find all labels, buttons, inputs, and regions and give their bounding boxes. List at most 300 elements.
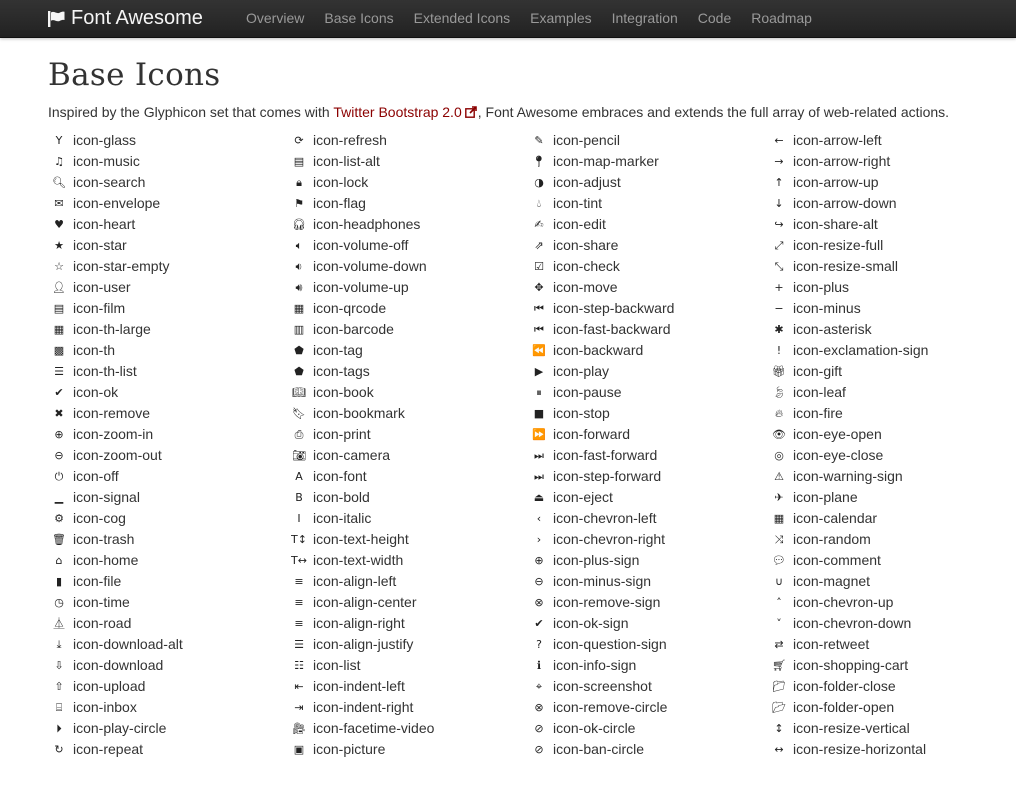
icon-label: icon-leaf — [793, 384, 846, 400]
icon-label: icon-lock — [313, 174, 369, 190]
signal-icon: ▁ — [54, 491, 64, 504]
icon-list-item — [768, 361, 1008, 382]
icon-list-item — [288, 235, 528, 256]
icon-list-item — [288, 172, 528, 193]
icon-label: icon-forward — [553, 426, 631, 442]
icon-label: icon-ban-circle — [553, 741, 645, 757]
icon-list-item — [288, 739, 528, 760]
icon-list-item — [768, 634, 1008, 655]
download-icon: ⇩ — [54, 659, 64, 672]
icon-label: icon-heart — [73, 216, 136, 232]
fast-forward-icon: ⏭ — [534, 449, 544, 462]
icon-grid — [48, 130, 1008, 760]
shopping-cart-icon: 🛒︎ — [772, 659, 786, 672]
icon-label: icon-warning-sign — [793, 468, 903, 484]
plus-icon: + — [774, 281, 784, 294]
indent-right-icon: ⇥ — [294, 701, 304, 714]
icon-list-item — [528, 382, 768, 403]
indent-left-icon: ⇤ — [294, 680, 304, 693]
icon-list-item — [768, 424, 1008, 445]
icon-list-item — [48, 676, 288, 697]
icon-list-item — [768, 298, 1008, 319]
icon-label: icon-screenshot — [553, 678, 652, 694]
icon-label: icon-download-alt — [73, 636, 183, 652]
star-icon: ★ — [54, 239, 64, 252]
icon-label: icon-inbox — [73, 699, 137, 715]
icon-label: icon-envelope — [73, 195, 161, 211]
icon-label: icon-remove-sign — [553, 594, 661, 610]
icon-label: icon-resize-vertical — [793, 720, 910, 736]
nav-extended-icons[interactable]: Extended Icons — [413, 10, 511, 26]
icon-label: icon-pencil — [553, 132, 620, 148]
icon-list-item — [48, 445, 288, 466]
icon-list-item — [528, 403, 768, 424]
share-icon: ⇗ — [534, 239, 544, 252]
icon-list-item — [288, 676, 528, 697]
icon-label: icon-film — [73, 300, 126, 316]
tint-icon: 💧︎ — [536, 197, 542, 210]
list-alt-icon: ▤ — [293, 155, 305, 168]
icon-list-item — [48, 193, 288, 214]
cog-icon: ⚙ — [54, 512, 64, 525]
navbar — [0, 0, 1016, 38]
icon-label: icon-step-backward — [553, 300, 675, 316]
icon-list-item — [288, 697, 528, 718]
eye-close-icon: ◎ — [774, 449, 784, 462]
icon-list-item — [48, 130, 288, 151]
music-icon: ♫ — [54, 155, 64, 168]
trash-icon: 🗑︎ — [52, 533, 66, 546]
icon-label: icon-check — [553, 258, 620, 274]
icon-list-item — [528, 655, 768, 676]
icon-label: icon-edit — [553, 216, 606, 232]
icon-label: icon-eye-open — [793, 426, 882, 442]
icon-label: icon-trash — [73, 531, 135, 547]
icon-label: icon-home — [73, 552, 139, 568]
icon-list-item — [288, 487, 528, 508]
bootstrap-link-label: Twitter Bootstrap 2.0 — [333, 104, 462, 120]
icon-label: icon-font — [313, 468, 367, 484]
icon-label: icon-headphones — [313, 216, 421, 232]
icon-label: icon-exclamation-sign — [793, 342, 929, 358]
icon-label: icon-refresh — [313, 132, 387, 148]
icon-label: icon-ok — [73, 384, 119, 400]
lock-icon: 🔒︎ — [296, 176, 302, 189]
icon-list-item — [48, 424, 288, 445]
icon-list-item — [288, 571, 528, 592]
icon-label: icon-random — [793, 531, 871, 547]
icon-list-item — [528, 214, 768, 235]
time-icon: ◷ — [54, 596, 64, 609]
brand-name: Font Awesome — [71, 7, 203, 29]
remove-sign-icon: ⊗ — [534, 596, 544, 609]
nav-code[interactable]: Code — [697, 10, 732, 26]
icon-label: icon-fire — [793, 405, 843, 421]
icon-label: icon-indent-left — [313, 678, 405, 694]
icon-label: icon-volume-off — [313, 237, 409, 253]
icon-label: icon-gift — [793, 363, 843, 379]
question-sign-icon: ? — [536, 638, 542, 651]
icon-list-item — [768, 613, 1008, 634]
icon-list-item — [768, 697, 1008, 718]
step-forward-icon: ⏭ — [534, 470, 544, 483]
icon-list-item — [48, 235, 288, 256]
icon-label: icon-fast-forward — [553, 447, 658, 463]
icon-label: icon-upload — [73, 678, 146, 694]
resize-vertical-icon: ↕ — [774, 722, 784, 735]
icon-label: icon-fast-backward — [553, 321, 671, 337]
icon-list-item — [528, 235, 768, 256]
italic-icon: I — [297, 512, 301, 525]
pencil-icon: ✎ — [534, 134, 544, 147]
icon-label: icon-time — [73, 594, 130, 610]
chevron-right-icon: › — [536, 533, 542, 546]
arrow-up-icon: ↑ — [774, 176, 784, 189]
icon-label: icon-camera — [313, 447, 391, 463]
flag-icon: ⚑ — [294, 197, 304, 210]
pause-icon: ⏸ — [536, 386, 542, 399]
icon-label: icon-road — [73, 615, 132, 631]
icon-label: icon-eject — [553, 489, 613, 505]
icon-label: icon-bookmark — [313, 405, 405, 421]
icon-label: icon-chevron-right — [553, 531, 666, 547]
icon-label: icon-barcode — [313, 321, 394, 337]
icon-label: icon-zoom-out — [73, 447, 162, 463]
calendar-icon: ▦ — [773, 512, 785, 525]
icon-label: icon-share-alt — [793, 216, 878, 232]
icon-label: icon-qrcode — [313, 300, 387, 316]
icon-list-item — [768, 508, 1008, 529]
icon-list-item — [528, 571, 768, 592]
icon-list-item — [768, 256, 1008, 277]
th-large-icon: ▦ — [53, 323, 65, 336]
icon-label: icon-play-circle — [73, 720, 167, 736]
print-icon: ⎙ — [294, 428, 304, 441]
plus-sign-icon: ⊕ — [534, 554, 544, 567]
icon-list-item — [768, 739, 1008, 760]
chevron-down-icon: ˅ — [776, 617, 782, 630]
ok-sign-icon: ✔ — [534, 617, 544, 630]
icon-label: icon-minus-sign — [553, 573, 652, 589]
icon-list-item — [768, 319, 1008, 340]
icon-label: icon-th — [73, 342, 116, 358]
icon-column — [288, 130, 528, 760]
icon-label: icon-music — [73, 153, 140, 169]
fire-icon: 🔥︎ — [774, 407, 784, 420]
random-icon: ⤨ — [774, 533, 784, 546]
star-empty-icon: ☆ — [54, 260, 64, 273]
inbox-icon: ⌸ — [55, 701, 63, 714]
icon-list-item — [48, 592, 288, 613]
icon-label: icon-eye-close — [793, 447, 884, 463]
bold-icon: B — [295, 491, 303, 504]
icon-label: icon-info-sign — [553, 657, 637, 673]
icon-label: icon-map-marker — [553, 153, 659, 169]
icon-label: icon-arrow-down — [793, 195, 897, 211]
icon-list-item — [48, 487, 288, 508]
zoom-out-icon: ⊖ — [54, 449, 64, 462]
road-icon: ⏅ — [53, 617, 65, 630]
icon-list-item — [528, 361, 768, 382]
lead-text-start: Inspired by the Glyphicon set that comes with — [48, 104, 334, 120]
icon-label: icon-tags — [313, 363, 370, 379]
icon-list-item — [768, 445, 1008, 466]
flag-logo-icon — [48, 11, 65, 27]
icon-label: icon-tag — [313, 342, 363, 358]
folder-open-icon: 📂︎ — [772, 701, 786, 714]
icon-list-item — [528, 613, 768, 634]
icon-list-item — [48, 550, 288, 571]
icon-list-item — [288, 403, 528, 424]
icon-list-item — [48, 277, 288, 298]
icon-list-item — [288, 466, 528, 487]
tags-icon: ⬟ — [294, 365, 304, 378]
icon-label: icon-arrow-right — [793, 153, 891, 169]
icon-label: icon-calendar — [793, 510, 878, 526]
icon-label: icon-align-center — [313, 594, 417, 610]
icon-label: icon-text-width — [313, 552, 404, 568]
nav-base-icons[interactable]: Base Icons — [324, 10, 394, 26]
nav-overview[interactable]: Overview — [246, 10, 305, 26]
page-title: Base Icons — [48, 57, 221, 93]
off-icon: ⏻ — [54, 470, 64, 483]
icon-list-item — [528, 508, 768, 529]
icon-column — [48, 130, 288, 760]
chevron-left-icon: ‹ — [536, 512, 542, 525]
screenshot-icon: ⌖ — [535, 680, 543, 693]
icon-list-item — [528, 466, 768, 487]
icon-list-item — [48, 739, 288, 760]
icon-list-item — [528, 298, 768, 319]
icon-label: icon-glass — [73, 132, 137, 148]
arrow-down-icon: ↓ — [774, 197, 784, 210]
icon-list-item — [768, 718, 1008, 739]
icon-list-item — [528, 445, 768, 466]
icon-list-item — [768, 382, 1008, 403]
folder-close-icon: 📁︎ — [772, 680, 786, 693]
icon-label: icon-user — [73, 279, 131, 295]
icon-list-item — [288, 256, 528, 277]
film-icon: ▤ — [53, 302, 65, 315]
icon-list-item — [288, 424, 528, 445]
icon-label: icon-list — [313, 657, 361, 673]
icon-label: icon-print — [313, 426, 371, 442]
remove-icon: ✖ — [54, 407, 64, 420]
brand-link[interactable] — [48, 0, 203, 37]
upload-icon: ⇧ — [54, 680, 64, 693]
icon-label: icon-play — [553, 363, 610, 379]
icon-label: icon-text-height — [313, 531, 409, 547]
icon-label: icon-magnet — [793, 573, 871, 589]
nav-examples[interactable]: Examples — [530, 10, 592, 26]
eject-icon: ⏏ — [533, 491, 545, 504]
align-justify-icon: ☰ — [294, 638, 304, 651]
volume-down-icon: 🔉︎ — [295, 260, 303, 273]
icon-list-item — [528, 739, 768, 760]
qrcode-icon: ▦ — [293, 302, 305, 315]
bootstrap-link[interactable] — [333, 104, 477, 120]
icon-list-item — [48, 340, 288, 361]
icon-list-item — [288, 718, 528, 739]
picture-icon: ▣ — [293, 743, 305, 756]
icon-label: icon-facetime-video — [313, 720, 435, 736]
icon-label: icon-chevron-down — [793, 615, 912, 631]
icon-list-item — [528, 697, 768, 718]
icon-list-item — [48, 571, 288, 592]
icon-list-item — [528, 193, 768, 214]
home-icon: ⌂ — [55, 554, 63, 567]
eye-open-icon: 👁︎ — [772, 428, 786, 441]
icon-list-item — [288, 319, 528, 340]
icon-list-item — [48, 529, 288, 550]
icon-list-item — [288, 550, 528, 571]
icon-list-item — [288, 130, 528, 151]
icon-label: icon-share — [553, 237, 619, 253]
icon-label: icon-file — [73, 573, 122, 589]
icon-label: icon-chevron-left — [553, 510, 657, 526]
icon-list-item — [288, 382, 528, 403]
asterisk-icon: ✱ — [774, 323, 784, 336]
icon-list-item — [48, 655, 288, 676]
icon-label: icon-remove-circle — [553, 699, 668, 715]
icon-label: icon-resize-small — [793, 258, 899, 274]
ok-circle-icon: ⊘ — [534, 722, 544, 735]
icon-label: icon-plane — [793, 489, 858, 505]
icon-list-item — [768, 130, 1008, 151]
icon-label: icon-plus — [793, 279, 850, 295]
icon-list-item — [288, 193, 528, 214]
icon-list-item — [768, 487, 1008, 508]
icon-list-item — [528, 529, 768, 550]
icon-label: icon-search — [73, 174, 146, 190]
icon-list-item — [48, 214, 288, 235]
exclamation-sign-icon: ! — [776, 344, 782, 357]
icon-label: icon-backward — [553, 342, 644, 358]
icon-label: icon-plus-sign — [553, 552, 640, 568]
refresh-icon: ⟳ — [294, 134, 304, 147]
icon-label: icon-minus — [793, 300, 861, 316]
icon-list-item — [288, 592, 528, 613]
icon-column — [528, 130, 768, 760]
icon-label: icon-retweet — [793, 636, 870, 652]
ok-icon: ✔ — [54, 386, 64, 399]
icon-label: icon-indent-right — [313, 699, 414, 715]
icon-list-item — [48, 319, 288, 340]
icon-label: icon-resize-full — [793, 237, 884, 253]
icon-list-item — [528, 277, 768, 298]
icon-list-item — [528, 592, 768, 613]
align-left-icon: ≡ — [294, 575, 304, 588]
remove-circle-icon: ⊗ — [534, 701, 544, 714]
icon-list-item — [48, 718, 288, 739]
icon-label: icon-star-empty — [73, 258, 170, 274]
icon-label: icon-download — [73, 657, 164, 673]
icon-list-item — [288, 277, 528, 298]
icon-list-item — [768, 340, 1008, 361]
icon-list-item — [528, 676, 768, 697]
icon-list-item — [48, 403, 288, 424]
arrow-left-icon: ← — [774, 134, 784, 147]
icon-list-item — [288, 508, 528, 529]
lead-paragraph — [48, 102, 1008, 122]
main-nav — [236, 0, 822, 37]
icon-label: icon-asterisk — [793, 321, 872, 337]
icon-label: icon-off — [73, 468, 119, 484]
icon-label: icon-shopping-cart — [793, 657, 909, 673]
icon-list-item — [288, 634, 528, 655]
check-icon: ☑ — [534, 260, 544, 273]
icon-label: icon-adjust — [553, 174, 621, 190]
file-icon: ▮ — [55, 575, 63, 588]
retweet-icon: ⇄ — [774, 638, 784, 651]
icon-list-item — [528, 340, 768, 361]
icon-label: icon-book — [313, 384, 374, 400]
icon-list-item — [288, 613, 528, 634]
plane-icon: ✈ — [774, 491, 784, 504]
icon-label: icon-align-left — [313, 573, 397, 589]
resize-horizontal-icon: ↔ — [774, 743, 784, 756]
icon-list-item — [48, 508, 288, 529]
icon-label: icon-th-large — [73, 321, 151, 337]
icon-label: icon-list-alt — [313, 153, 380, 169]
resize-full-icon: ⤢ — [774, 239, 784, 252]
icon-label: icon-align-justify — [313, 636, 414, 652]
external-link-icon — [465, 106, 477, 118]
icon-list-item — [768, 571, 1008, 592]
align-center-icon: ≡ — [294, 596, 304, 609]
icon-label: icon-ok-sign — [553, 615, 629, 631]
list-icon: ☷ — [294, 659, 304, 672]
icon-list-item — [768, 277, 1008, 298]
forward-icon: ⏩ — [532, 428, 546, 441]
icon-list-item — [48, 172, 288, 193]
nav-roadmap[interactable]: Roadmap — [751, 10, 812, 26]
icon-column — [768, 130, 1008, 760]
icon-label: icon-repeat — [73, 741, 144, 757]
icon-label: icon-star — [73, 237, 127, 253]
icon-label: icon-tint — [553, 195, 603, 211]
icon-label: icon-pause — [553, 384, 622, 400]
th-icon: ▩ — [53, 344, 65, 357]
icon-label: icon-align-right — [313, 615, 405, 631]
share-alt-icon: ↪ — [774, 218, 784, 231]
icon-list-item — [288, 655, 528, 676]
font-icon: A — [295, 470, 303, 483]
barcode-icon: ▥ — [293, 323, 305, 336]
icon-label: icon-volume-up — [313, 279, 409, 295]
icon-list-item — [768, 550, 1008, 571]
icon-list-item — [288, 361, 528, 382]
leaf-icon: 🍃︎ — [772, 386, 786, 399]
icon-list-item — [768, 235, 1008, 256]
nav-integration[interactable]: Integration — [611, 10, 678, 26]
icon-list-item — [288, 214, 528, 235]
icon-list-item — [528, 550, 768, 571]
envelope-icon: ✉ — [54, 197, 64, 210]
resize-small-icon: ⤡ — [774, 260, 784, 273]
comment-icon: 💬︎ — [772, 554, 786, 567]
info-sign-icon: ℹ — [536, 659, 542, 672]
icon-list-item — [48, 634, 288, 655]
icon-label: icon-arrow-left — [793, 132, 882, 148]
lead-text-end: , Font Awesome embraces and extends the full array of web-related actions. — [477, 104, 950, 120]
fast-backward-icon: ⏮ — [534, 323, 544, 336]
icon-list-item — [528, 256, 768, 277]
magnet-icon: ∪ — [774, 575, 784, 588]
backward-icon: ⏪ — [532, 344, 546, 357]
warning-sign-icon: ⚠ — [774, 470, 784, 483]
stop-icon: ■ — [533, 407, 545, 420]
